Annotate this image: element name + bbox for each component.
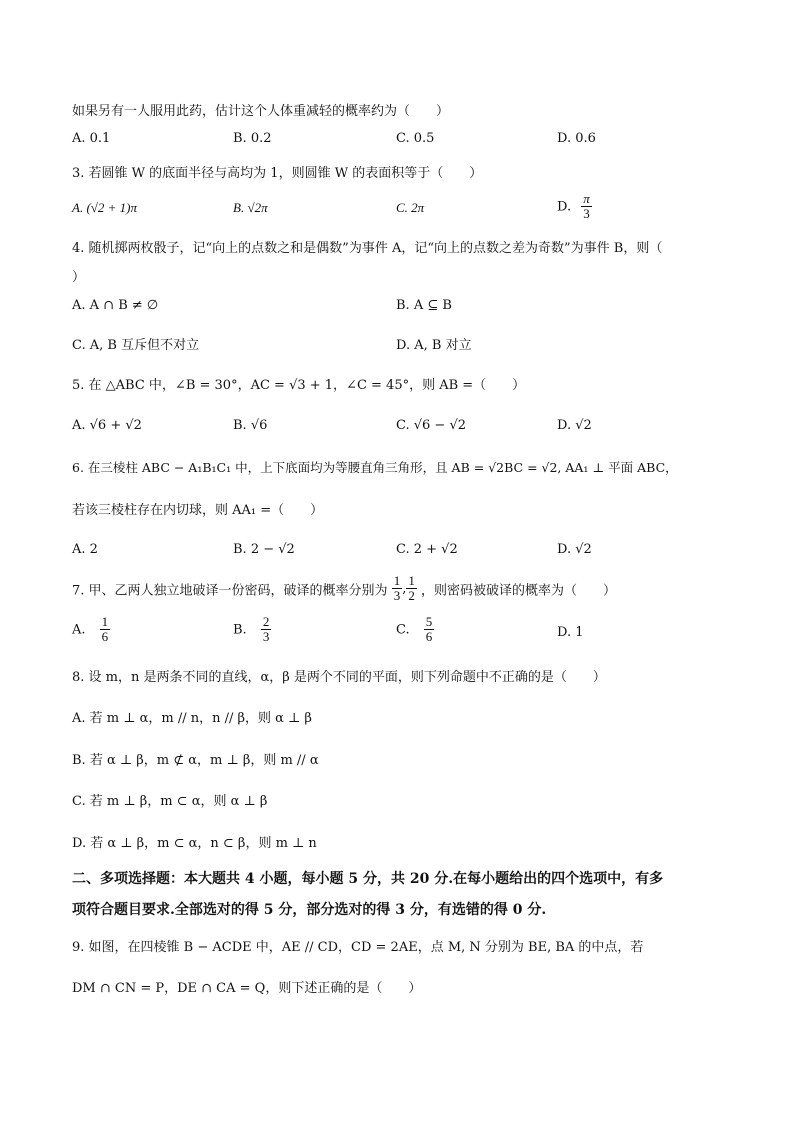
q6-option-a: A. 2 [72,542,98,557]
q4-option-d: D. A, B 对立 [396,338,472,353]
q2-stem: 如果另有一人服用此药，估计这个人体重减轻的概率约为（ ） [72,104,450,119]
q3-option-b: B. √2π [233,200,268,215]
q3-option-c: C. 2π [396,200,425,215]
q7-stem-a: 7. 甲、乙两人独立地破译一份密码，破译的概率分别为 [72,583,388,599]
q4-option-c: C. A, B 互斥但不对立 [72,338,200,353]
section2-heading-line2: 项符合题目要求.全部选对的得 5 分，部分选对的得 3 分，有选错的得 0 分. [72,902,547,918]
q7-stem-b: ，则密码被破译的概率为（ ） [420,583,616,599]
q7-option-d: D. 1 [557,625,584,640]
q3-option-d-fraction [581,192,592,222]
q7-frac-2-num: 1 [408,573,415,588]
q3-stem: 3. 若圆锥 W 的底面半径与高均为 1，则圆锥 W 的表面积等于（ ） [72,166,483,181]
q7-option-c: C. $\frac{5}{6}$ [396,614,433,645]
q8-option-a: A. 若 m ⊥ α，m // n，n // β，则 α ⊥ β [72,711,312,726]
q7-stem: 7. 甲、乙两人独立地破译一份密码，破译的概率分别为 $\frac{1}{3}$ , $\frac{1}{2}$ ，则密码被破译的概率为（ ） [72,573,616,604]
q8-option-c: C. 若 m ⊥ β，m ⊂ α，则 α ⊥ β [72,794,268,809]
q7-frac-2 [406,574,417,604]
q7-frac-1-num: 1 [393,573,401,588]
q7-option-b: B. $\frac{2}{3}$ [233,614,270,645]
q3-option-d-den: 3 [583,206,590,222]
q2-option-b: B. 0.2 [233,131,272,146]
q7-frac-1 [392,574,403,604]
q2-option-c: C. 0.5 [396,131,435,146]
q6-option-b: B. 2 − √2 [233,542,295,557]
q8-stem: 8. 设 m，n 是两条不同的直线，α，β 是两个不同的平面，则下列命题中不正确的是（ ） [72,670,606,685]
q7-option-a: A. $\frac{1}{6}$ [72,614,109,645]
q9-stem-cont: DM ∩ CN = P，DE ∩ CA = Q，则下述正确的是（ ） [72,981,422,996]
q4-stem: 4. 随机掷两枚骰子，记“向上的点数之和是偶数”为事件 A，记“向上的点数之差为奇数”为事件 B，则（ [72,241,663,256]
q4-option-b: B. A ⊆ B [396,298,452,313]
q2-option-d: D. 0.6 [557,131,596,146]
q5-option-a: A. √6 + √2 [72,418,142,433]
q5-stem: 5. 在 △ABC 中，∠B = 30°，AC = √3 + 1，∠C = 45°，则 AB =（ ） [72,378,526,393]
q2-option-a: A. 0.1 [72,131,111,146]
q8-option-d: D. 若 α ⊥ β，m ⊂ α，n ⊂ β，则 m ⊥ n [72,836,317,851]
q6-stem: 6. 在三棱柱 ABC − A₁B₁C₁ 中，上下底面均为等腰直角三角形，且 AB = √2BC = √2, AA₁ ⊥ 平面 ABC， [72,460,678,475]
q5-option-b: B. √6 [233,418,268,433]
q4-option-a: A. A ∩ B ≠ ∅ [72,298,159,313]
q8-option-b: B. 若 α ⊥ β，m ⊄ α，m ⊥ β，则 m // α [72,753,319,768]
q6-option-d: D. √2 [557,542,592,557]
q7-frac-1-den: 3 [393,588,401,604]
q6-option-c: C. 2 + √2 [396,542,458,557]
q9-stem: 9. 如图，在四棱锥 B − ACDE 中，AE // CD，CD = 2AE，点 M, N 分别为 BE, BA 的中点，若 [72,940,644,955]
q4-stem-cont: ） [72,270,86,285]
q6-stem-cont: 若该三棱柱存在内切球，则 AA₁ =（ ） [72,503,324,518]
q3-option-a: A. (√2 + 1)π [72,200,138,215]
q3-option-d-label: D. [557,199,572,215]
q5-option-c: C. √6 − √2 [396,418,467,433]
q3-option-d-num: π [583,191,590,206]
section2-heading-line1: 二、多项选择题：本大题共 4 小题，每小题 5 分，共 20 分.在每小题给出的四个选项中，有多 [72,871,664,887]
q7-frac-2-den: 2 [408,588,415,604]
q3-option-d [557,192,592,222]
q5-option-d: D. √2 [557,418,592,433]
